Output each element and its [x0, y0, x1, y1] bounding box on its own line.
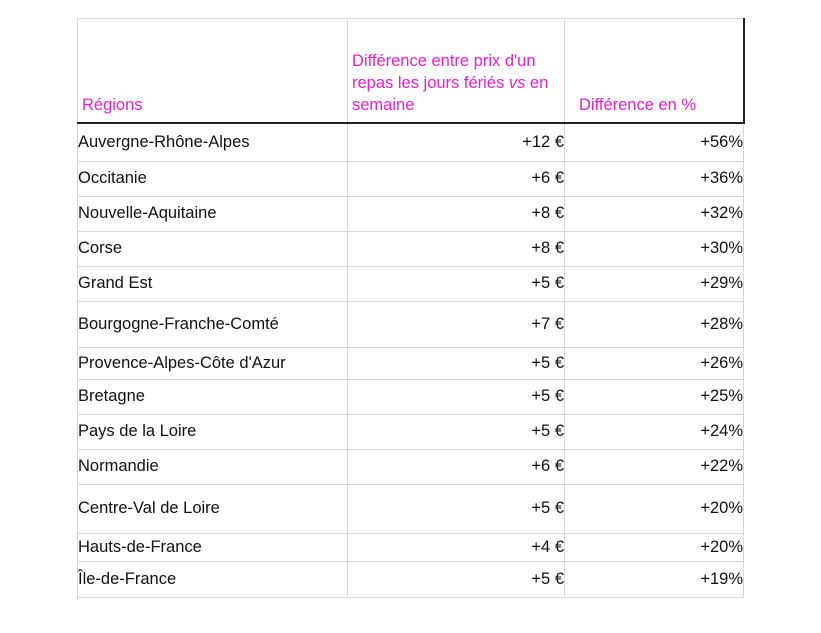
price-difference-cell: +6 € — [348, 449, 565, 484]
table-row — [78, 533, 744, 561]
table-row — [78, 379, 744, 414]
header-regions: Régions — [78, 19, 348, 124]
header-percent-difference: Différence en % — [565, 19, 744, 124]
table-row — [78, 123, 744, 161]
percent-difference-cell: +26% — [565, 347, 744, 379]
header-price-difference-text-1: Différence entre prix d'un repas les jours fériés — [352, 52, 536, 92]
region-cell: Occitanie — [78, 161, 348, 196]
price-difference-cell: +7 € — [348, 301, 565, 347]
region-cell: Bourgogne-Franche-Comté — [78, 301, 348, 347]
percent-difference-cell: +24% — [565, 414, 744, 449]
region-cell: Provence-Alpes-Côte d'Azur — [78, 347, 348, 379]
header-price-difference — [348, 19, 565, 124]
region-cell: Centre-Val de Loire — [78, 484, 348, 533]
table-row — [78, 196, 744, 231]
table-row — [78, 347, 744, 379]
region-cell: Corse — [78, 231, 348, 266]
header-price-difference-vs: vs — [508, 74, 526, 92]
percent-difference-cell: +32% — [565, 196, 744, 231]
table-row — [78, 266, 744, 301]
price-difference-cell: +5 € — [348, 561, 565, 597]
region-cell: Bretagne — [78, 379, 348, 414]
price-difference-cell: +5 € — [348, 379, 565, 414]
header-price-difference-text-2: en semaine — [352, 74, 549, 114]
price-difference-cell: +5 € — [348, 484, 565, 533]
percent-difference-cell: +20% — [565, 484, 744, 533]
region-cell: Hauts-de-France — [78, 533, 348, 561]
percent-difference-cell: +22% — [565, 449, 744, 484]
percent-difference-cell: +36% — [565, 161, 744, 196]
grid-trailing-line — [77, 592, 78, 600]
region-cell: Grand Est — [78, 266, 348, 301]
table-row — [78, 161, 744, 196]
percent-difference-cell: +29% — [565, 266, 744, 301]
region-cell: Auvergne-Rhône-Alpes — [78, 123, 348, 161]
percent-difference-cell: +20% — [565, 533, 744, 561]
table-row — [78, 561, 744, 597]
percent-difference-cell: +56% — [565, 123, 744, 161]
price-difference-cell: +5 € — [348, 347, 565, 379]
table-row — [78, 414, 744, 449]
price-difference-cell: +12 € — [348, 123, 565, 161]
region-cell: Île-de-France — [78, 561, 348, 597]
price-difference-cell: +4 € — [348, 533, 565, 561]
price-difference-cell: +8 € — [348, 196, 565, 231]
table-row — [78, 301, 744, 347]
region-cell: Normandie — [78, 449, 348, 484]
table-row — [78, 449, 744, 484]
header-row — [78, 19, 744, 124]
price-difference-cell: +5 € — [348, 266, 565, 301]
percent-difference-cell: +25% — [565, 379, 744, 414]
table-row — [78, 484, 744, 533]
percent-difference-cell: +28% — [565, 301, 744, 347]
table-row — [78, 231, 744, 266]
percent-difference-cell: +19% — [565, 561, 744, 597]
price-difference-cell: +5 € — [348, 414, 565, 449]
price-difference-cell: +6 € — [348, 161, 565, 196]
price-difference-cell: +8 € — [348, 231, 565, 266]
regions-table — [77, 18, 745, 598]
region-cell: Pays de la Loire — [78, 414, 348, 449]
region-cell: Nouvelle-Aquitaine — [78, 196, 348, 231]
percent-difference-cell: +30% — [565, 231, 744, 266]
